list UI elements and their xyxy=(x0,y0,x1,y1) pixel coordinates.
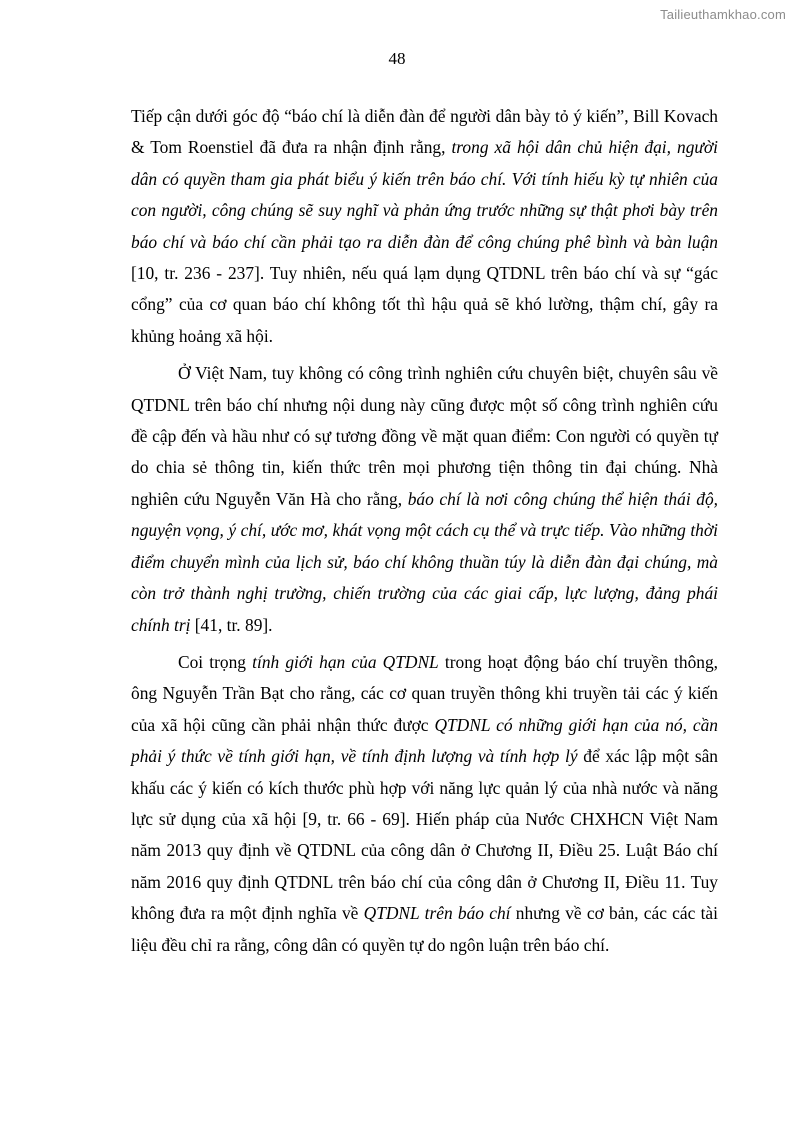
page-number: 48 xyxy=(388,49,406,68)
paragraph-1-segment-1: Tiếp cận dưới góc độ “báo chí là diễn đàn để người dân bày tỏ ý kiến”, Bill Kovach & Tom Roenstiel đã đưa ra nhận định rằng, xyxy=(131,106,718,158)
paragraph-2-segment-1: Ở Việt Nam, tuy không có công trình nghiên cứu chuyên biệt, chuyên sâu về QTDNL trên báo chí nhưng nội dung này cũng được một số công trình nghiên cứu đề cập đến và hầu như có sự tương đồng về mặt quan điểm: Con người có quyền tự do chia sẻ thông tin, kiến thức trên mọi phương tiện thông tin đại chúng. Nhà nghiên cứu Nguyễn Văn Hà cho rằng, xyxy=(131,363,718,509)
paragraph-3-segment-7: nhưng về cơ bản, các các tài liệu đều chỉ ra rằng, công dân có quyền tự do ngôn luận trên báo chí. xyxy=(131,903,718,955)
paragraph-2 xyxy=(131,358,718,641)
paragraph-3-segment-1: Coi trọng xyxy=(178,651,253,672)
paragraph-1 xyxy=(131,101,718,352)
paragraph-2-segment-3: [41, tr. 89]. xyxy=(190,614,273,635)
paragraph-1-segment-3: [10, tr. 236 - 237]. Tuy nhiên, nếu quá lạm dụng QTDNL trên báo chí và sự “gác cổng” của cơ quan báo chí không tốt thì hậu quả sẽ khó lường, thậm chí, gây ra khủng hoảng xã hội. xyxy=(131,263,718,346)
paragraph-2-segment-2: báo chí là nơi công chúng thể hiện thái độ, nguyện vọng, ý chí, ước mơ, khát vọng một cách cụ thể và trực tiếp. Vào những thời điểm chuyển mình của lịch sử, báo chí không thuần túy là diễn đàn đại chúng, mà còn trở thành nghị trường, chiến trường của các giai cấp, lực lượng, đảng phái chính trị xyxy=(131,488,718,635)
paragraph-3 xyxy=(131,647,718,961)
paragraph-3-segment-3: trong hoạt động báo chí truyền thông, ông Nguyễn Trần Bạt cho rằng, các cơ quan truyền thông khi truyền tải các ý kiến của xã hội cũng cần phải nhận thức được xyxy=(131,651,719,735)
paragraph-3-segment-4: QTDNL có những giới hạn của nó, cần phải ý thức về tính giới hạn, về tính định lượng và tính hợp lý xyxy=(131,714,719,767)
paragraph-1-segment-2: trong xã hội dân chủ hiện đại, người dân có quyền tham gia phát biểu ý kiến trên báo chí. Với tính hiếu kỳ tự nhiên của con người, công chúng sẽ suy nghĩ và phản ứng trước những sự thật phơi bày trên báo chí và báo chí cần phải tạo ra diễn đàn để công chúng phê bình và bàn luận xyxy=(131,137,718,252)
watermark-text: Tailieuthamkhao.com xyxy=(660,7,786,22)
paragraph-3-segment-2: tính giới hạn của QTDNL xyxy=(252,651,439,672)
paragraph-3-segment-5: để xác lập một sân khấu các ý kiến có kích thước phù hợp với năng lực quản lý của nhà nước và năng lực sử dụng của xã hội [9, tr. 66 - 69]. Hiến pháp của Nước CHXHCN Việt Nam năm 2013 quy định về QTDNL của công dân ở Chương II, Điều 25. Luật Báo chí năm 2016 quy định QTDNL trên báo chí của công dân ở Chương II, Điều 11. Tuy không đưa ra một định nghĩa về xyxy=(131,746,718,924)
paragraph-3-segment-6: QTDNL trên báo chí xyxy=(363,903,511,924)
document-body xyxy=(131,101,718,967)
